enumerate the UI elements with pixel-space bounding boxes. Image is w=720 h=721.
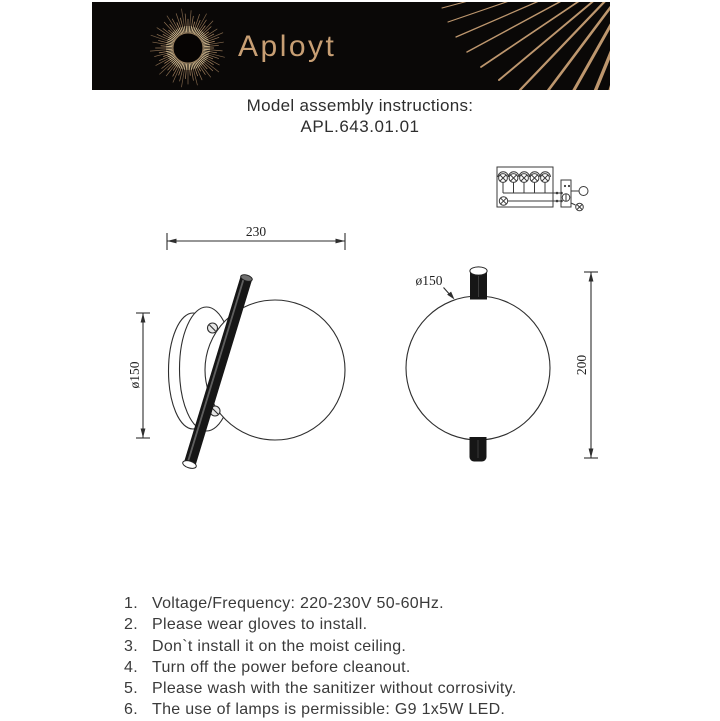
- brand-logotype: Aployt: [238, 30, 337, 63]
- side-view-drawing: [127, 224, 345, 470]
- instruction-text: Turn off the power before cleanout.: [152, 658, 411, 676]
- rod-top-front: [470, 267, 487, 300]
- instruction-number: 6.: [124, 701, 138, 719]
- instruction-text: The use of lamps is permissible: G9 1x5W LED.: [152, 701, 506, 719]
- instruction-number: 1.: [124, 595, 138, 612]
- dim-width-label: 230: [245, 224, 267, 239]
- instruction-number: 3.: [124, 637, 138, 655]
- dim-diameter-side-label: ø150: [127, 361, 142, 389]
- instruction-text: Don`t install it on the moist ceiling.: [152, 637, 407, 655]
- model-number: APL.643.01.01: [300, 117, 420, 136]
- instruction-number: 2.: [124, 616, 138, 634]
- list-item: [124, 699, 604, 720]
- list-item: [124, 614, 604, 635]
- list-item: [124, 593, 604, 614]
- front-view-drawing: [406, 267, 598, 462]
- dim-diameter-side: [127, 313, 150, 438]
- dim-width: [167, 224, 345, 250]
- instructions-list: [124, 593, 604, 721]
- screw-top: [208, 323, 218, 333]
- dim-diameter-front-label: ø150: [415, 273, 443, 288]
- dim-diameter-front: [416, 273, 455, 300]
- instruction-text: Voltage/Frequency: 220-230V 50-60Hz.: [152, 595, 444, 612]
- dim-height: [574, 272, 598, 458]
- instruction-text: Please wear gloves to install.: [152, 616, 368, 634]
- sphere-side: [205, 300, 345, 440]
- rod-bottom-front: [470, 437, 487, 462]
- dim-height-label: 200: [574, 354, 589, 376]
- instruction-number: 5.: [124, 680, 138, 698]
- sphere-front: [406, 296, 550, 440]
- list-item: [124, 657, 604, 678]
- page-title: Model assembly instructions:: [246, 96, 474, 115]
- list-item: [124, 678, 604, 699]
- list-item: [124, 636, 604, 657]
- instruction-number: 4.: [124, 658, 138, 676]
- instruction-text: Please wash with the sanitizer without corrosivity.: [152, 680, 517, 698]
- wiring-diagram: [497, 167, 588, 211]
